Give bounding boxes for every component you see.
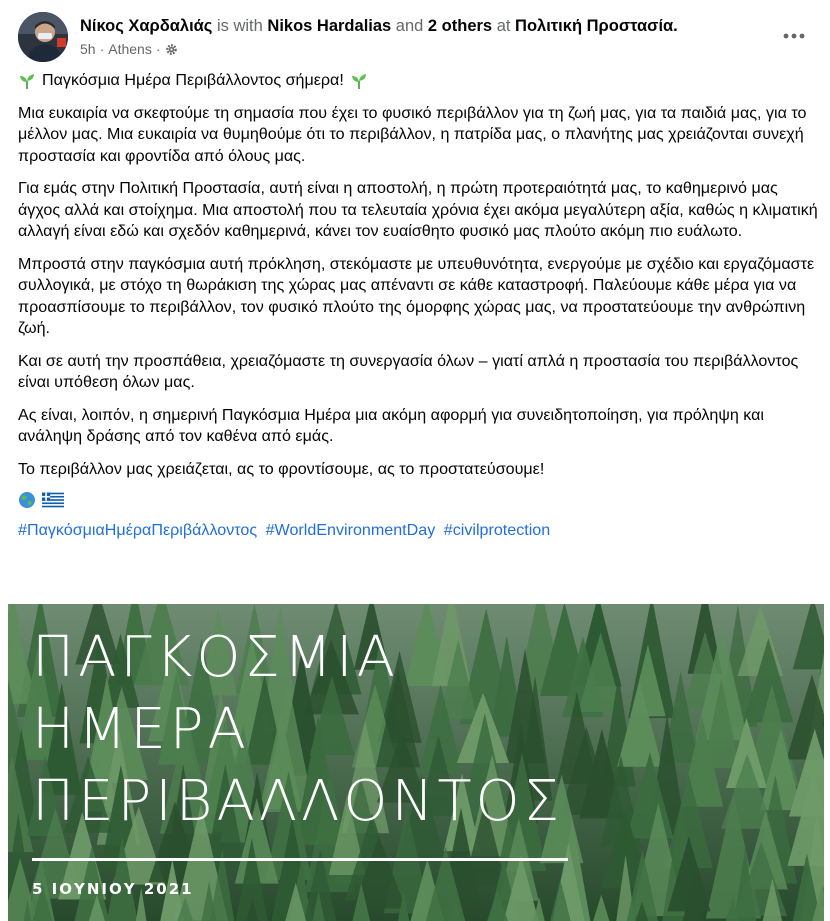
post-image[interactable] (8, 604, 824, 921)
emoji-line (18, 491, 818, 509)
hashtag-link[interactable]: #civilprotection (443, 521, 551, 539)
image-title (32, 622, 563, 838)
gear-icon[interactable] (165, 43, 178, 56)
paragraph: Ας είναι, λοιπόν, η σημερινή Παγκόσμια Ημέρα μια ακόμη αφορμή για συνειδητοποίηση, για πρόληψη και ανάληψη δράσης από τον καθένα από εμάς. (18, 405, 764, 445)
post-attribution (80, 15, 678, 37)
location-prefix: · (99, 41, 105, 57)
hashtag-link[interactable]: #WorldEnvironmentDay (265, 521, 436, 539)
post-heading: Παγκόσμια Ημέρα Περιβάλλοντος σήμερα! (42, 71, 344, 89)
at-label: at (492, 17, 516, 35)
paragraph: Μια ευκαιρία να σκεφτούμε τη σημασία που έχει το φυσικό περιβάλλον για τη ζωή μας, για τα παιδιά μας, για το μέλλον μας. Μια ευκαιρία να θυμηθούμε ότι το περιβάλλον, η πατρίδα μας, ο πλανήτης μας χρειάζονται συνεχή προστασία και φροντίδα από όλους μας. (18, 103, 807, 165)
meta-separator: · (155, 41, 161, 57)
hashtag-line (18, 520, 818, 542)
seedling-icon (350, 72, 368, 90)
author-name[interactable]: Νίκος Χαρδαλιάς (80, 17, 213, 35)
paragraph: Για εμάς στην Πολιτική Προστασία, αυτή είναι η αποστολή, η πρώτη προτεραιότητά μας, το καθημερινό μας άγχος αλλά και στοίχημα. Μια αποστολή που τα τελευταία χρόνια έχει ακόμα μεγαλύτερη αξία, καθώς η κλιματική αλλαγή είναι εδώ και σχεδόν καθημερινά, κάνει τον ευαίσθητο φυσικό μας πλούτο ακόμη πιο ευάλωτο. (18, 179, 818, 240)
post-location[interactable]: Athens (108, 41, 152, 57)
post-header (18, 12, 812, 62)
place-name[interactable]: Πολιτική Προστασία. (515, 17, 678, 35)
profile-photo (18, 12, 68, 62)
avatar[interactable] (18, 12, 68, 62)
image-title-line: ΗΜΕΡΑ (32, 697, 250, 762)
tagged-others[interactable]: 2 others (427, 17, 493, 35)
seedling-icon (18, 72, 36, 90)
tagged-person[interactable]: Nikos Hardalias (267, 17, 392, 35)
post-meta (80, 39, 178, 59)
image-date: 5 ΙΟΥΝΙΟΥ 2021 (32, 880, 194, 898)
globe-icon (18, 491, 36, 509)
image-divider (32, 858, 568, 861)
paragraph: Μπροστά στην παγκόσμια αυτή πρόκληση, στεκόμαστε με υπευθυνότητα, ενεργούμε με σχέδιο και εργαζόμαστε συλλογικά, με στόχο τη θωράκιση της χώρας μας απέναντι σε κάθε καταστροφή. Παλεύουμε κάθε μέρα για να προασπίσουμε το περιβάλλον, τον φυσικό πλούτο της όμορφης χώρας μας, να προστατεύουμε την ανθρώπινη ζωή. (18, 254, 815, 337)
hashtag-link[interactable]: #ΠαγκόσμιαΗμέραΠεριβάλλοντος (18, 521, 258, 539)
paragraph: Το περιβάλλον μας χρειάζεται, ας το φροντίσουμε, ας το προστατεύσουμε! (18, 459, 545, 478)
paragraph: Και σε αυτή την προσπάθεια, χρειαζόμαστε τη συνεργασία όλων – γιατί απλά η προστασία του περιβάλλοντος είναι υπόθεση όλων μας. (18, 351, 799, 391)
image-title-line: ΠΕΡΙΒΑΛΛΟΝΤΟΣ (32, 769, 564, 834)
greek-flag-icon (42, 492, 64, 508)
image-title-line: ΠΑΓΚΟΣΜΙΑ (32, 625, 399, 690)
and-label: and (391, 17, 428, 35)
post-body (18, 70, 818, 553)
more-options-icon[interactable] (782, 26, 806, 46)
post-heading-line (18, 70, 818, 92)
post-time[interactable]: 5h (80, 41, 96, 57)
with-label: is with (212, 17, 268, 35)
